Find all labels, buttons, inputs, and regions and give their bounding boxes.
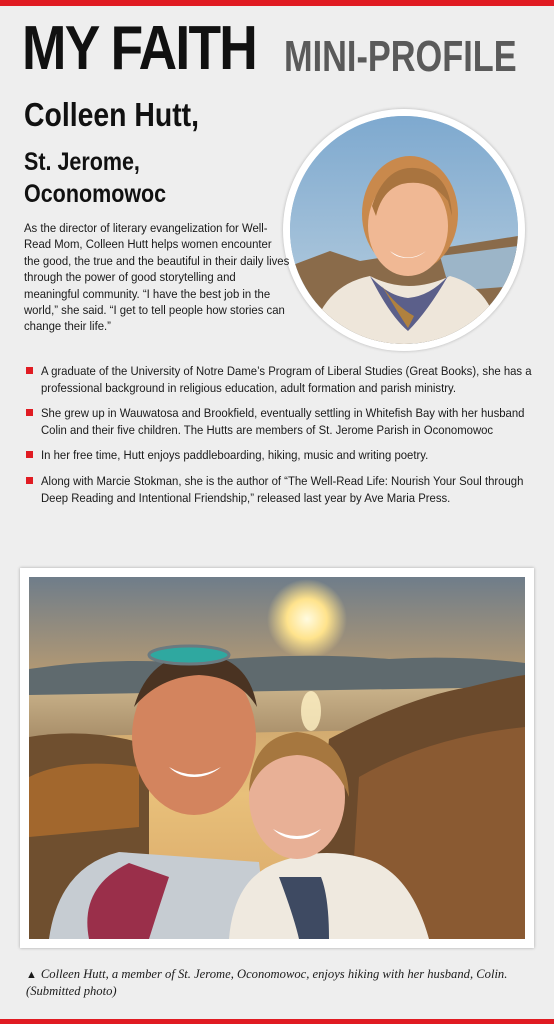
list-item (24, 447, 544, 464)
profile-parish (24, 146, 230, 210)
couple-photo (20, 568, 534, 948)
section-title: MY FAITH (22, 14, 257, 83)
masthead (22, 14, 542, 84)
photo-caption (26, 966, 536, 999)
caption-text: Colleen Hutt, a member of St. Jerome, Oconomowoc, enjoys hiking with her husband, Colin. (Submitted photo) (26, 967, 508, 998)
section-subtitle: MINI-PROFILE (284, 32, 517, 81)
list-item (24, 363, 544, 396)
list-item (24, 473, 544, 506)
bottom-red-rule (0, 1019, 554, 1024)
bullet-square-icon (26, 477, 33, 484)
bullet-square-icon (26, 451, 33, 458)
profile-intro: As the director of literary evangelization for Well-Read Mom, Colleen Hutt helps women encounter the good, the true and the beautiful in their daily lives through the power of good storytelling and meaningful community. “I have the best job in the world,” she said. “I get to tell people how stories can change their life.” (24, 221, 290, 334)
profile-facts-list (24, 363, 544, 515)
fact-text: She grew up in Wauwatosa and Brookfield, eventually settling in Whitefish Bay with her husband Colin and their five children. The Hutts are members of St. Jerome Parish in Oconomowoc (41, 406, 525, 437)
portrait-image (290, 116, 518, 344)
couple-photo-image (29, 577, 525, 939)
top-red-rule (0, 0, 554, 6)
list-item (24, 405, 544, 438)
portrait-photo (283, 109, 525, 351)
fact-text: A graduate of the University of Notre Dame’s Program of Liberal Studies (Great Books), she has a professional background in religious education, adult formation and parish ministry. (41, 364, 532, 395)
fact-text: Along with Marcie Stokman, she is the author of “The Well-Read Life: Nourish Your Soul through Deep Reading and Intentional Friendship,” released last year by Ave Maria Press. (41, 473, 524, 505)
fact-text: In her free time, Hutt enjoys paddleboarding, hiking, music and writing poetry. (41, 448, 429, 463)
parish-name: St. Jerome, (24, 148, 140, 176)
bullet-square-icon (26, 367, 33, 374)
bullet-square-icon (26, 409, 33, 416)
parish-city: Oconomowoc (24, 180, 167, 208)
caption-triangle-icon: ▲ (26, 969, 37, 981)
profile-name: Colleen Hutt, (24, 96, 200, 133)
